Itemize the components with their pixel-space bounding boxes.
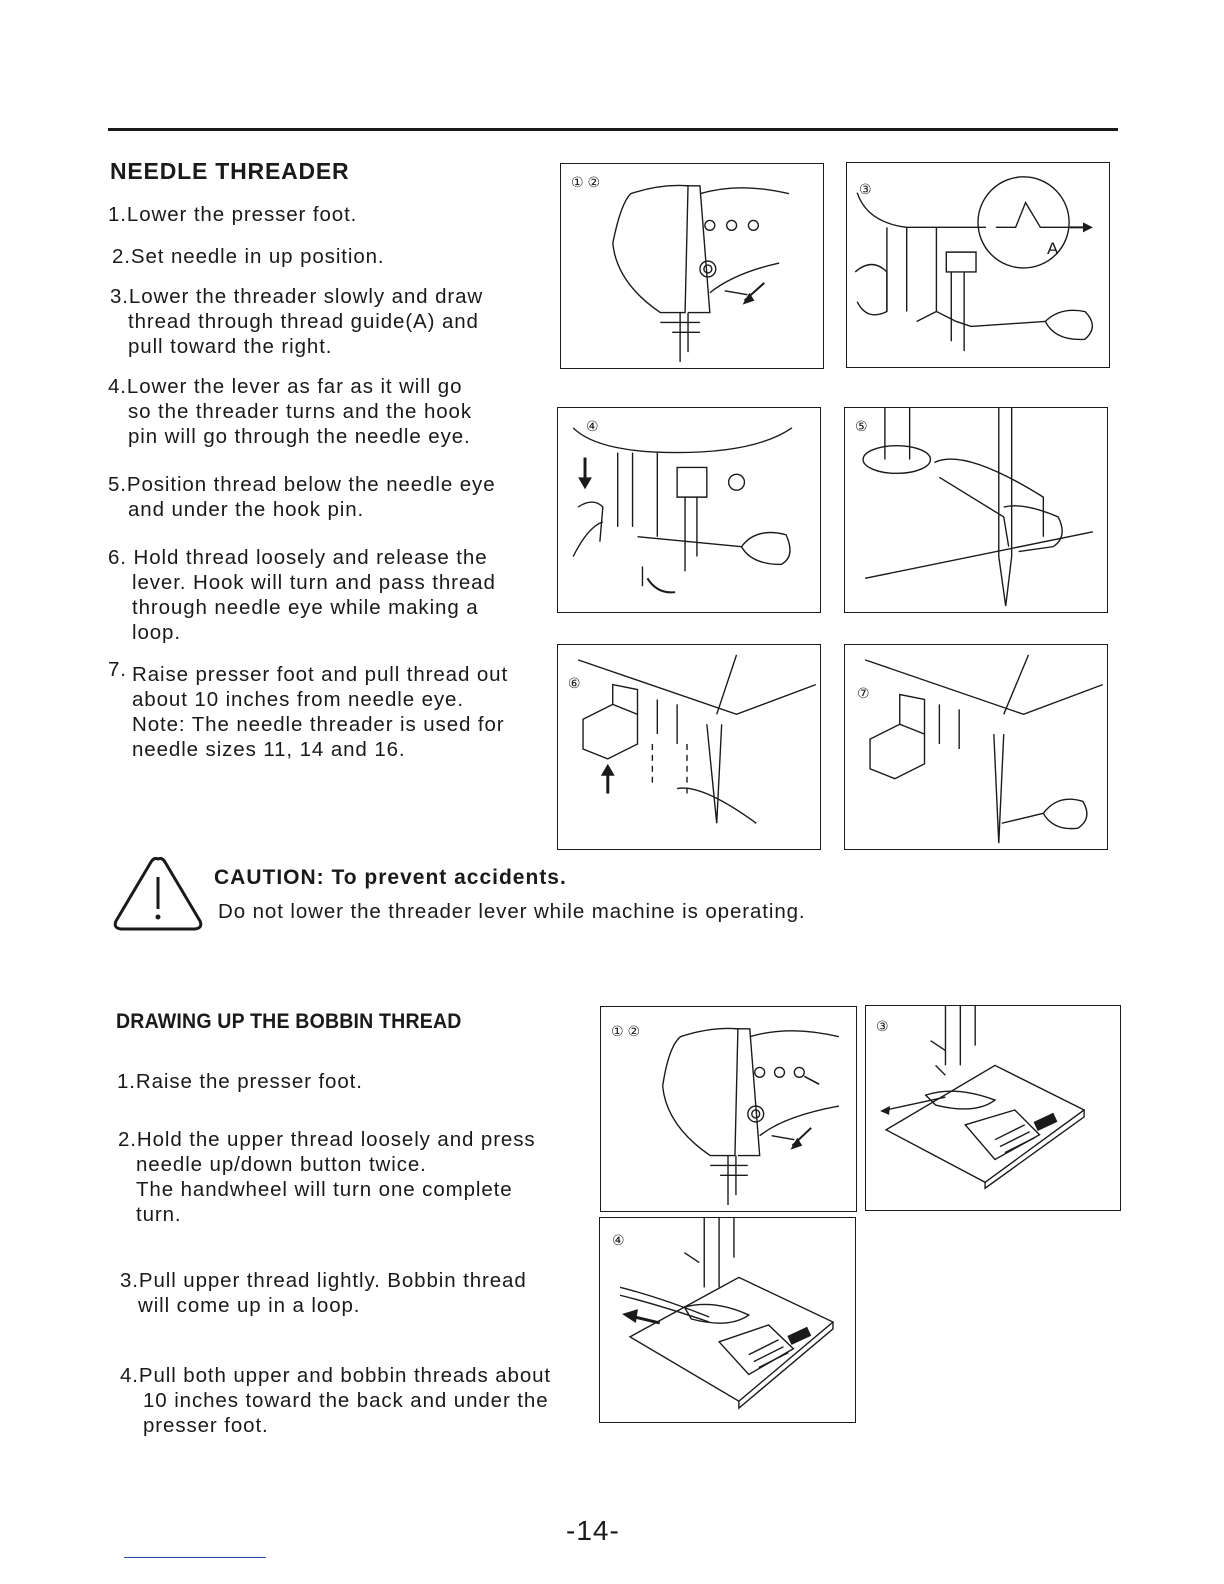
nt-step-6-line-3: through needle eye while making a (132, 596, 479, 619)
needle-plate-illustration (866, 1006, 1120, 1210)
nt-step-1 (108, 202, 357, 227)
nt-step-3-line-2: thread through thread guide(A) and (128, 310, 479, 333)
nt-step-7-line-2: about 10 inches from needle eye. (132, 688, 464, 711)
bb-step-2-line-4: turn. (136, 1203, 182, 1226)
sewing-machine-head-illustration (561, 164, 823, 368)
nt-step-4 (108, 374, 472, 449)
bb-figure-4 (599, 1217, 856, 1423)
needle-threader-heading: NEEDLE THREADER (110, 158, 350, 184)
nt-step-1-line-1: 1.Lower the presser foot. (108, 203, 358, 226)
nt-fig7-number: ⑦ (857, 685, 870, 701)
bb-step-2-line-1: 2.Hold the upper thread loosely and press (118, 1128, 536, 1151)
nt-step-2 (112, 244, 385, 269)
nt-step-6-line-2: lever. Hook will turn and pass thread (132, 571, 496, 594)
nt-step-7 (132, 662, 508, 762)
nt-figure-6 (557, 644, 821, 850)
bb-step-1 (117, 1069, 363, 1094)
nt-step-3 (110, 284, 483, 359)
threader-lever-illustration (558, 408, 820, 612)
nt-step-6 (108, 545, 496, 645)
pull-thread-illustration (845, 645, 1107, 849)
bb-fig3-number: ③ (876, 1018, 889, 1034)
bb-step-2-line-2: needle up/down button twice. (136, 1153, 427, 1176)
caution-text: Do not lower the threader lever while machine is operating. (218, 900, 806, 923)
bb-fig4-number: ④ (612, 1232, 625, 1248)
hook-pin-illustration (845, 408, 1107, 612)
bb-figure-3 (865, 1005, 1121, 1211)
nt-step-6-line-4: loop. (132, 621, 181, 644)
nt-step-2-line-1: 2.Set needle in up position. (112, 245, 385, 268)
bb-step-2-line-3: The handwheel will turn one complete (136, 1178, 513, 1201)
nt-step-5-line-1: 5.Position thread below the needle eye (108, 473, 496, 496)
nt-figure-4 (557, 407, 821, 613)
nt-fig5-number: ⑤ (855, 418, 868, 434)
nt-step-5-line-2: and under the hook pin. (128, 498, 365, 521)
bb-step-3-line-2: will come up in a loop. (138, 1294, 361, 1317)
nt-step-7-line-3: Note: The needle threader is used for (132, 713, 505, 736)
bb-step-3 (120, 1268, 527, 1318)
nt-figure-5 (844, 407, 1108, 613)
bb-step-3-line-1: 3.Pull upper thread lightly. Bobbin thread (120, 1269, 527, 1292)
pull-threads-back-illustration (600, 1218, 855, 1422)
bb-step-4-line-2: 10 inches toward the back and under the (143, 1389, 549, 1412)
nt-fig12-number: ① ② (571, 174, 600, 190)
nt-step-7-line-4: needle sizes 11, 14 and 16. (132, 738, 406, 761)
nt-step-4-line-2: so the threader turns and the hook (128, 400, 473, 423)
nt-fig4-number: ④ (586, 418, 599, 434)
warning-triangle-icon (110, 853, 206, 933)
thread-guide-illustration (847, 163, 1109, 367)
caution-title: CAUTION: To prevent accidents. (214, 866, 567, 889)
nt-step-4-line-3: pin will go through the needle eye. (128, 425, 471, 448)
nt-step-3-line-3: pull toward the right. (128, 335, 333, 358)
bb-step-2 (118, 1127, 536, 1227)
page-number: -14- (566, 1515, 620, 1546)
nt-step-7-line-1: Raise presser foot and pull thread out (132, 663, 509, 686)
bb-step-4-line-1: 4.Pull both upper and bobbin threads about (120, 1364, 552, 1387)
nt-step-7-number: 7. (108, 658, 127, 681)
bb-figure-1-2 (600, 1006, 857, 1212)
nt-figure-7 (844, 644, 1108, 850)
nt-step-6-line-1: 6. Hold thread loosely and release the (108, 546, 488, 569)
thread-guide-label: A (1047, 239, 1059, 258)
bb-fig12-number: ① ② (611, 1023, 640, 1039)
nt-fig3-number: ③ (859, 181, 872, 197)
bobbin-heading: DRAWING UP THE BOBBIN THREAD (116, 1010, 462, 1033)
nt-fig6-number: ⑥ (568, 675, 581, 691)
footer-line (124, 1557, 266, 1558)
header-rule (108, 128, 1118, 131)
bb-step-1-line-1: 1.Raise the presser foot. (117, 1070, 363, 1093)
nt-figure-1-2 (560, 163, 824, 369)
release-lever-illustration (558, 645, 820, 849)
bb-step-4-line-3: presser foot. (143, 1414, 269, 1437)
nt-step-4-line-1: 4.Lower the lever as far as it will go (108, 375, 463, 398)
bb-step-4 (120, 1363, 551, 1438)
nt-figure-3 (846, 162, 1110, 368)
nt-step-5 (108, 472, 496, 522)
nt-step-3-line-1: 3.Lower the threader slowly and draw (110, 285, 484, 308)
